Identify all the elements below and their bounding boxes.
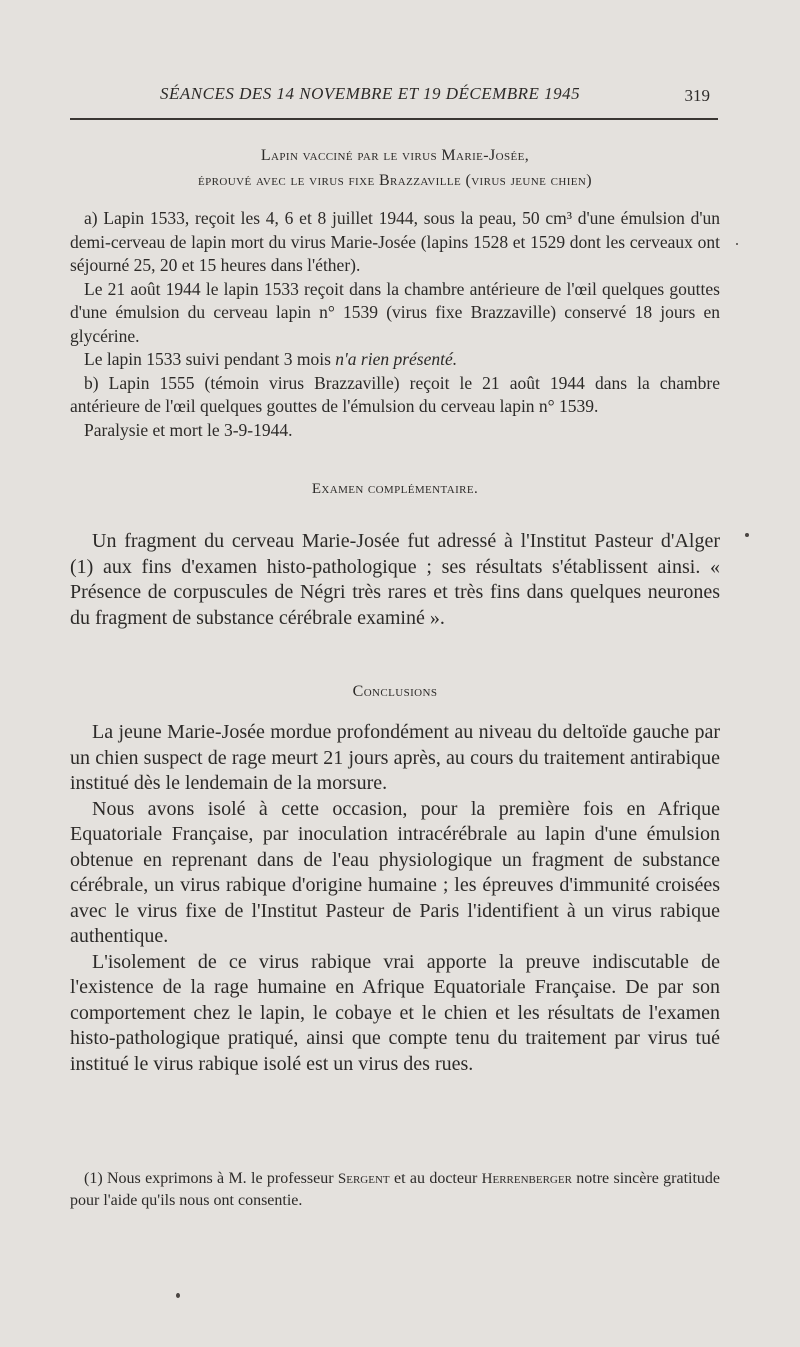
exam-paragraph: Un fragment du cerveau Marie-Josée fut adressé à l'Institut Pasteur d'Alger (1) aux fins d'examen histo-pathologique ; ses résultats s'établissent ainsi. « Présence de corpuscules de Négri très rares et très fins dans quelques neurones du fragment de substance cérébrale examiné ». [70, 530, 720, 629]
section2-title: Examen complémentaire. [311, 481, 479, 497]
paragraph-b: b) Lapin 1555 (témoin virus Brazzaville) reçoit le 21 août 1944 dans la chambre antérieure de l'œil quelques gouttes de l'émulsion du cerveau lapin n° 1539. [70, 372, 720, 416]
section1-title-line2: éprouvé avec le virus fixe Brazzaville (virus jeune chien) [198, 172, 592, 189]
footnote-text-1: (1) Nous exprimons à M. le professeur [84, 1170, 338, 1187]
conclusion-paragraph-1: La jeune Marie-Josée mordue profondément au niveau du deltoïde gauche par un chien suspect de rage meurt 21 jours après, au cours du traitement antirabique institué dès le lendemain de la morsure. [70, 721, 720, 794]
paragraph-a: a) Lapin 1533, reçoit les 4, 6 et 8 juillet 1944, sous la peau, 50 cm³ d'une émulsion d'un demi-cerveau de lapin mort du virus Marie-Josée (lapins 1528 et 1529 dont les cerveaux ont séjourné 25, 20 et 15 heures dans l'éther). [70, 208, 720, 275]
section3-title: Conclusions [352, 683, 438, 700]
footnote-text-2: et au docteur [389, 1170, 482, 1187]
experiment-section [70, 207, 720, 442]
footnote-text-3: notre sincère gratitude pour l'aide qu'ils nous ont consentie. [70, 1170, 721, 1209]
paper-speck [176, 1293, 180, 1298]
conclusion-paragraph-2: Nous avons isolé à cette occasion, pour la première fois en Afrique Equatoriale Française, par inoculation intracérébrale au lapin d'une émulsion obtenue en reprenant dans de l'eau physiologique un fragment de substance cérébrale, un virus rabique d'origine humaine ; les épreuves d'immunité croisées avec le virus fixe de l'Institut Pasteur de Paris l'identifient à un virus rabique authentique. [70, 797, 720, 947]
exam-section [70, 529, 720, 631]
paragraph-a2: Le 21 août 1944 le lapin 1533 reçoit dans la chambre antérieure de l'œil quelques gouttes d'une émulsion du cerveau lapin n° 1539 (virus fixe Brazzaville) conservé 18 jours en glycérine. [70, 278, 720, 346]
footnote-name-1: Sergent [337, 1171, 390, 1187]
conclusion-paragraph-3: L'isolement de ce virus rabique vrai apporte la preuve indiscutable de l'existence de la rage humaine en Afrique Equatoriale Française. De par son comportement chez le lapin, le cobaye et le chien et les résultats de l'examen histo-pathologique pratiqué, ainsi que compte tenu du traitement par virus tué institué le virus rabique isolé est un virus des rues. [70, 950, 720, 1075]
paragraph-b2: Paralysie et mort le 3-9-1944. [84, 419, 293, 440]
footnote-name-2: Herrenberger [481, 1171, 572, 1187]
section1-title-line1: Lapin vacciné par le virus Marie-Josée, [260, 147, 530, 164]
paragraph-a3 [70, 348, 720, 372]
page-header [70, 80, 718, 114]
paper-speck [736, 243, 738, 245]
header-rule [70, 118, 718, 120]
paper-speck [745, 533, 749, 537]
paragraph-a3-text: Le lapin 1533 suivi pendant 3 mois [84, 349, 336, 369]
paragraph-a3-italic: n'a rien présenté. [335, 349, 458, 369]
page-number: 319 [684, 86, 710, 105]
conclusions-section [70, 720, 720, 1077]
footnote [70, 1168, 720, 1211]
running-title: SÉANCES DES 14 NOVEMBRE ET 19 DÉCEMBRE 1945 [160, 84, 581, 103]
